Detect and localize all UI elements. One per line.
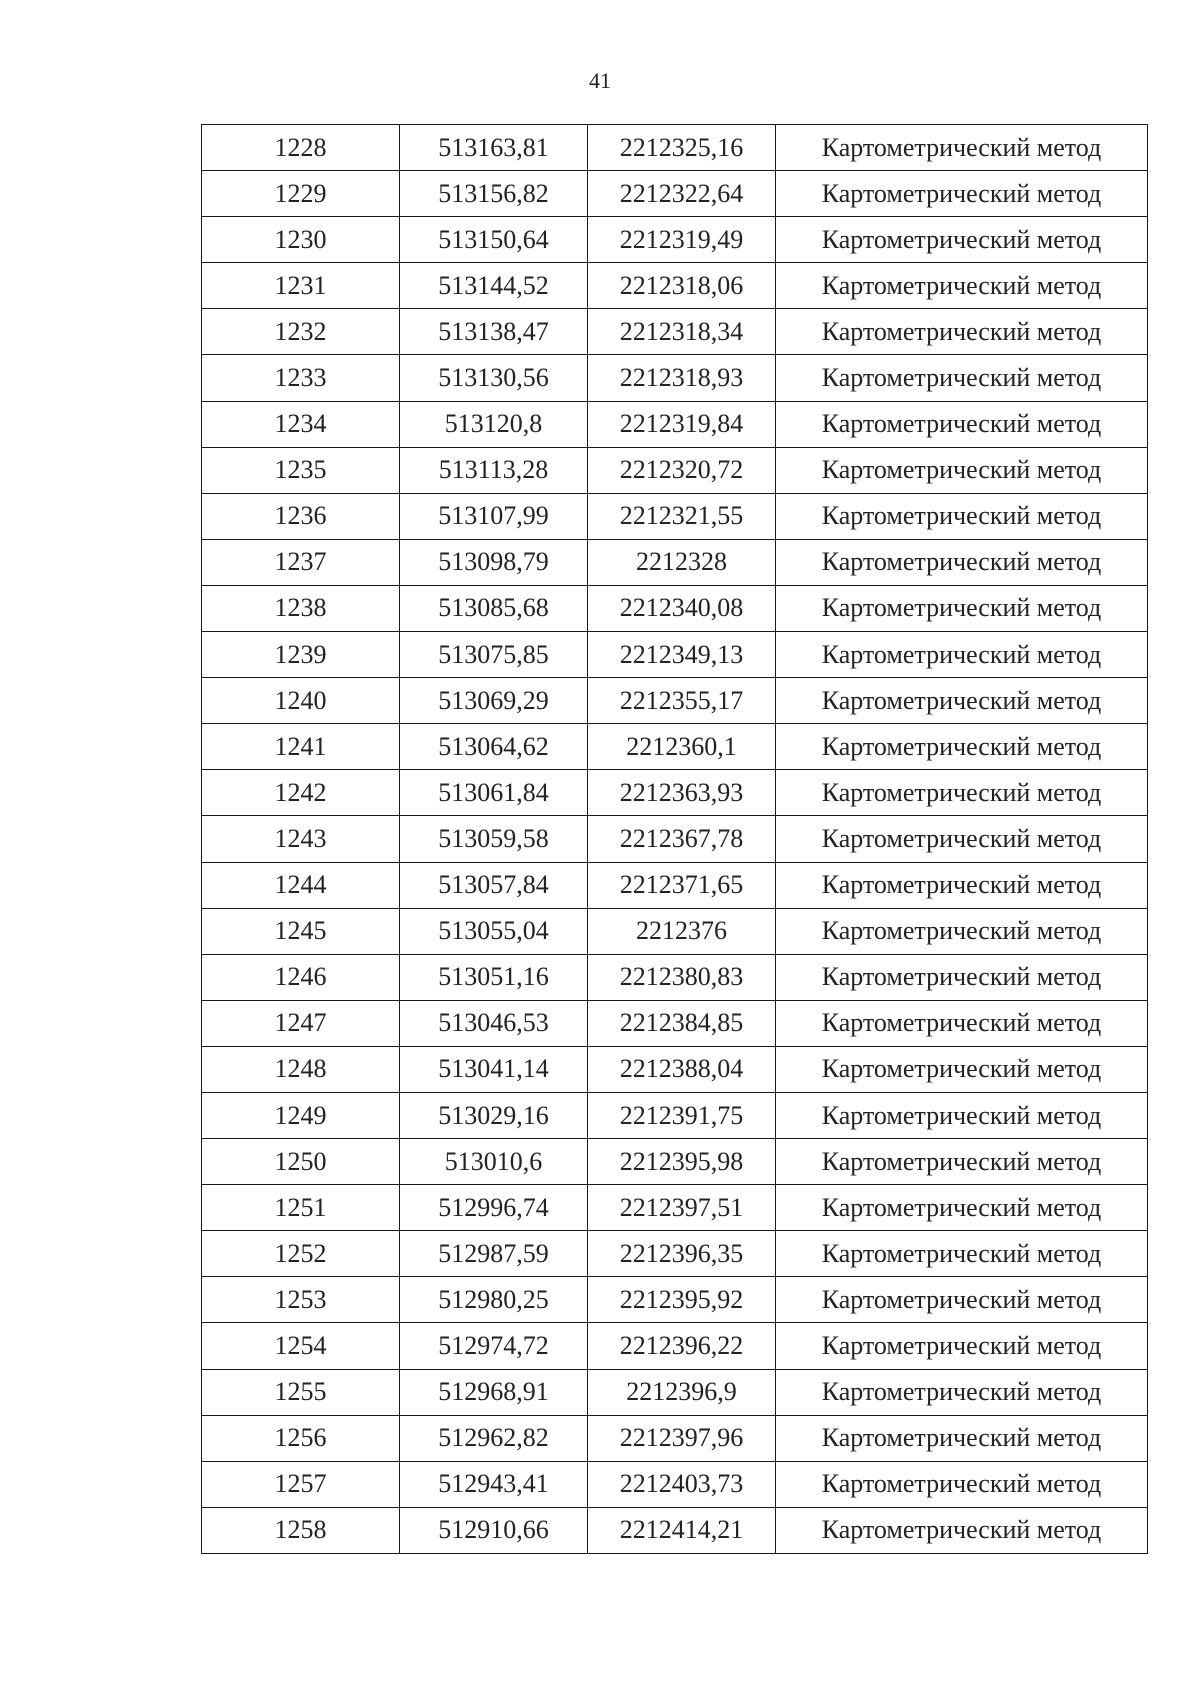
x-coordinate-cell: 512962,82 [400, 1415, 588, 1461]
method-cell: Картометрический метод [776, 401, 1148, 447]
table-body [202, 125, 1148, 1554]
x-coordinate-cell: 513041,14 [400, 1046, 588, 1092]
table-row [202, 1415, 1148, 1461]
x-coordinate-cell: 513138,47 [400, 309, 588, 355]
point-number-cell: 1258 [202, 1507, 400, 1553]
y-coordinate-cell: 2212391,75 [588, 1092, 776, 1138]
x-coordinate-cell: 513130,56 [400, 355, 588, 401]
x-coordinate-cell: 513010,6 [400, 1139, 588, 1185]
point-number-cell: 1244 [202, 862, 400, 908]
table-row [202, 1231, 1148, 1277]
y-coordinate-cell: 2212349,13 [588, 632, 776, 678]
point-number-cell: 1238 [202, 585, 400, 631]
y-coordinate-cell: 2212328 [588, 539, 776, 585]
table-row [202, 1092, 1148, 1138]
x-coordinate-cell: 512980,25 [400, 1277, 588, 1323]
y-coordinate-cell: 2212325,16 [588, 125, 776, 171]
y-coordinate-cell: 2212318,93 [588, 355, 776, 401]
point-number-cell: 1236 [202, 493, 400, 539]
method-cell: Картометрический метод [776, 263, 1148, 309]
method-cell: Картометрический метод [776, 309, 1148, 355]
point-number-cell: 1239 [202, 632, 400, 678]
method-cell: Картометрический метод [776, 1092, 1148, 1138]
point-number-cell: 1243 [202, 816, 400, 862]
method-cell: Картометрический метод [776, 816, 1148, 862]
point-number-cell: 1230 [202, 217, 400, 263]
table-row [202, 954, 1148, 1000]
y-coordinate-cell: 2212396,22 [588, 1323, 776, 1369]
table-row [202, 1000, 1148, 1046]
x-coordinate-cell: 513085,68 [400, 585, 588, 631]
y-coordinate-cell: 2212380,83 [588, 954, 776, 1000]
y-coordinate-cell: 2212367,78 [588, 816, 776, 862]
method-cell: Картометрический метод [776, 217, 1148, 263]
method-cell: Картометрический метод [776, 1231, 1148, 1277]
y-coordinate-cell: 2212397,96 [588, 1415, 776, 1461]
x-coordinate-cell: 513029,16 [400, 1092, 588, 1138]
y-coordinate-cell: 2212318,34 [588, 309, 776, 355]
point-number-cell: 1254 [202, 1323, 400, 1369]
point-number-cell: 1241 [202, 724, 400, 770]
table-row [202, 355, 1148, 401]
point-number-cell: 1257 [202, 1461, 400, 1507]
point-number-cell: 1235 [202, 447, 400, 493]
method-cell: Картометрический метод [776, 493, 1148, 539]
x-coordinate-cell: 512974,72 [400, 1323, 588, 1369]
point-number-cell: 1252 [202, 1231, 400, 1277]
y-coordinate-cell: 2212376 [588, 908, 776, 954]
x-coordinate-cell: 513061,84 [400, 770, 588, 816]
y-coordinate-cell: 2212321,55 [588, 493, 776, 539]
x-coordinate-cell: 513057,84 [400, 862, 588, 908]
table-row [202, 1369, 1148, 1415]
method-cell: Картометрический метод [776, 1461, 1148, 1507]
table-row [202, 632, 1148, 678]
table-row [202, 678, 1148, 724]
x-coordinate-cell: 512910,66 [400, 1507, 588, 1553]
x-coordinate-cell: 513163,81 [400, 125, 588, 171]
table-row [202, 1277, 1148, 1323]
x-coordinate-cell: 513098,79 [400, 539, 588, 585]
point-number-cell: 1228 [202, 125, 400, 171]
point-number-cell: 1250 [202, 1139, 400, 1185]
x-coordinate-cell: 513075,85 [400, 632, 588, 678]
y-coordinate-cell: 2212403,73 [588, 1461, 776, 1507]
y-coordinate-cell: 2212320,72 [588, 447, 776, 493]
x-coordinate-cell: 512987,59 [400, 1231, 588, 1277]
method-cell: Картометрический метод [776, 1415, 1148, 1461]
table-row [202, 816, 1148, 862]
y-coordinate-cell: 2212396,9 [588, 1369, 776, 1415]
method-cell: Картометрический метод [776, 1323, 1148, 1369]
table-row [202, 585, 1148, 631]
method-cell: Картометрический метод [776, 1046, 1148, 1092]
x-coordinate-cell: 512996,74 [400, 1185, 588, 1231]
x-coordinate-cell: 513144,52 [400, 263, 588, 309]
point-number-cell: 1251 [202, 1185, 400, 1231]
point-number-cell: 1256 [202, 1415, 400, 1461]
table-row [202, 908, 1148, 954]
y-coordinate-cell: 2212355,17 [588, 678, 776, 724]
y-coordinate-cell: 2212395,92 [588, 1277, 776, 1323]
point-number-cell: 1246 [202, 954, 400, 1000]
table-row [202, 1507, 1148, 1553]
table-row [202, 539, 1148, 585]
x-coordinate-cell: 513046,53 [400, 1000, 588, 1046]
method-cell: Картометрический метод [776, 1507, 1148, 1553]
point-number-cell: 1232 [202, 309, 400, 355]
point-number-cell: 1233 [202, 355, 400, 401]
y-coordinate-cell: 2212319,49 [588, 217, 776, 263]
method-cell: Картометрический метод [776, 862, 1148, 908]
point-number-cell: 1249 [202, 1092, 400, 1138]
x-coordinate-cell: 513120,8 [400, 401, 588, 447]
table-row [202, 724, 1148, 770]
method-cell: Картометрический метод [776, 1000, 1148, 1046]
table-row [202, 447, 1148, 493]
table-row [202, 493, 1148, 539]
method-cell: Картометрический метод [776, 1139, 1148, 1185]
method-cell: Картометрический метод [776, 632, 1148, 678]
method-cell: Картометрический метод [776, 954, 1148, 1000]
point-number-cell: 1245 [202, 908, 400, 954]
table-row [202, 171, 1148, 217]
point-number-cell: 1231 [202, 263, 400, 309]
point-number-cell: 1240 [202, 678, 400, 724]
method-cell: Картометрический метод [776, 125, 1148, 171]
x-coordinate-cell: 513064,62 [400, 724, 588, 770]
method-cell: Картометрический метод [776, 1277, 1148, 1323]
y-coordinate-cell: 2212388,04 [588, 1046, 776, 1092]
point-number-cell: 1242 [202, 770, 400, 816]
method-cell: Картометрический метод [776, 447, 1148, 493]
point-number-cell: 1237 [202, 539, 400, 585]
y-coordinate-cell: 2212319,84 [588, 401, 776, 447]
coordinates-table [201, 124, 1148, 1554]
y-coordinate-cell: 2212363,93 [588, 770, 776, 816]
y-coordinate-cell: 2212396,35 [588, 1231, 776, 1277]
table-row [202, 217, 1148, 263]
table-row [202, 309, 1148, 355]
point-number-cell: 1253 [202, 1277, 400, 1323]
point-number-cell: 1255 [202, 1369, 400, 1415]
table-row [202, 1185, 1148, 1231]
x-coordinate-cell: 513150,64 [400, 217, 588, 263]
point-number-cell: 1229 [202, 171, 400, 217]
table-row [202, 263, 1148, 309]
method-cell: Картометрический метод [776, 171, 1148, 217]
x-coordinate-cell: 512943,41 [400, 1461, 588, 1507]
x-coordinate-cell: 513051,16 [400, 954, 588, 1000]
method-cell: Картометрический метод [776, 1185, 1148, 1231]
page-number: 41 [589, 68, 611, 93]
y-coordinate-cell: 2212414,21 [588, 1507, 776, 1553]
y-coordinate-cell: 2212322,64 [588, 171, 776, 217]
y-coordinate-cell: 2212371,65 [588, 862, 776, 908]
x-coordinate-cell: 513055,04 [400, 908, 588, 954]
point-number-cell: 1248 [202, 1046, 400, 1092]
y-coordinate-cell: 2212318,06 [588, 263, 776, 309]
point-number-cell: 1234 [202, 401, 400, 447]
y-coordinate-cell: 2212384,85 [588, 1000, 776, 1046]
x-coordinate-cell: 512968,91 [400, 1369, 588, 1415]
method-cell: Картометрический метод [776, 724, 1148, 770]
x-coordinate-cell: 513059,58 [400, 816, 588, 862]
method-cell: Картометрический метод [776, 770, 1148, 816]
table-row [202, 862, 1148, 908]
table-row [202, 1046, 1148, 1092]
table-row [202, 125, 1148, 171]
method-cell: Картометрический метод [776, 908, 1148, 954]
method-cell: Картометрический метод [776, 678, 1148, 724]
method-cell: Картометрический метод [776, 1369, 1148, 1415]
method-cell: Картометрический метод [776, 539, 1148, 585]
table-row [202, 1139, 1148, 1185]
table-row [202, 401, 1148, 447]
point-number-cell: 1247 [202, 1000, 400, 1046]
y-coordinate-cell: 2212340,08 [588, 585, 776, 631]
y-coordinate-cell: 2212397,51 [588, 1185, 776, 1231]
x-coordinate-cell: 513069,29 [400, 678, 588, 724]
table-row [202, 770, 1148, 816]
x-coordinate-cell: 513113,28 [400, 447, 588, 493]
method-cell: Картометрический метод [776, 355, 1148, 401]
table-row [202, 1323, 1148, 1369]
table-row [202, 1461, 1148, 1507]
x-coordinate-cell: 513156,82 [400, 171, 588, 217]
method-cell: Картометрический метод [776, 585, 1148, 631]
x-coordinate-cell: 513107,99 [400, 493, 588, 539]
y-coordinate-cell: 2212360,1 [588, 724, 776, 770]
y-coordinate-cell: 2212395,98 [588, 1139, 776, 1185]
